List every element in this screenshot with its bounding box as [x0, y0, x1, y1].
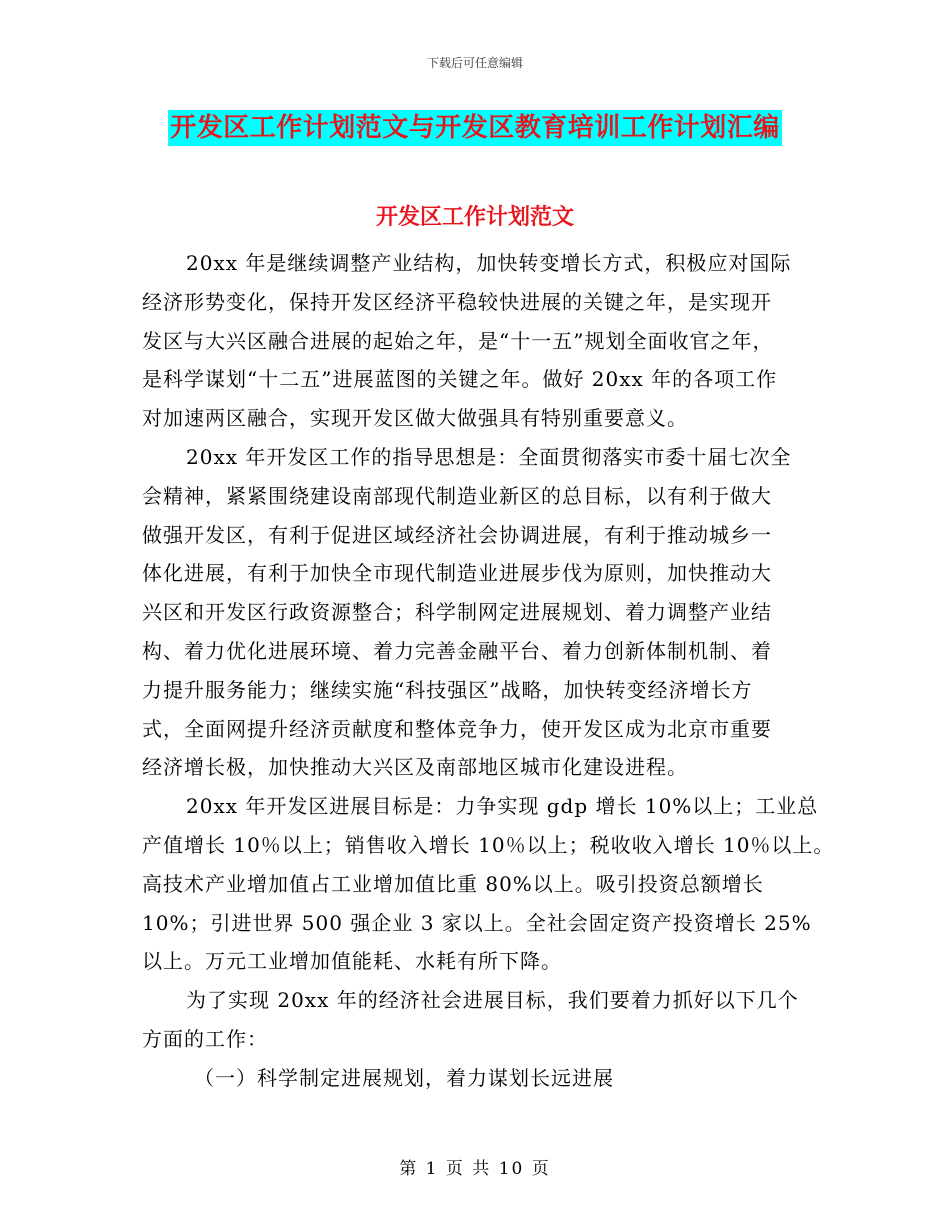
document-title: 开发区工作计划范文与开发区教育培训工作计划汇编 [168, 110, 782, 146]
paragraph-line: 式，全面网提升经济贡献度和整体竞争力，使开发区成为北京市重要 [142, 716, 772, 741]
paragraph-line: 发区与大兴区融合进展的起始之年，是“十一五”规划全面收官之年， [142, 328, 774, 353]
paragraph-line: 方面的工作： [142, 1026, 268, 1051]
paragraph-line: 会精神，紧紧围绕建设南部现代制造业新区的总目标，以有利于做大 [142, 483, 772, 508]
paragraph-line: 经济增长极，加快推动大兴区及南部地区城市化建设进程。 [142, 755, 688, 780]
document-title-wrap [0, 110, 950, 146]
page-footer: 第 1 页 共 10 页 [399, 1159, 551, 1179]
paragraph-line: 高技术产业增加值占工业增加值比重 80%以上。吸引投资总额增长 [142, 871, 764, 896]
header-note: 下载后可任意编辑 [426, 56, 523, 70]
paragraph-line: 是科学谋划“十二五”进展蓝图的关键之年。做好 20xx 年的各项工作 [142, 367, 778, 392]
paragraph-line: 以上。万元工业增加值能耗、水耗有所下降。 [142, 949, 562, 974]
paragraph-line: 20xx 年开发区工作的指导思想是：全面贯彻落实市委十届七次全 [186, 444, 792, 469]
paragraph-line: 10%；引进世界 500 强企业 3 家以上。全社会固定资产投资增长 25% [142, 910, 812, 935]
paragraph-line: 兴区和开发区行政资源整合；科学制网定进展规划、着力调整产业结 [142, 600, 772, 625]
paragraph-line: 经济形势变化，保持开发区经济平稳较快进展的关键之年，是实现开 [142, 289, 772, 314]
subsection-heading: （一）科学制定进展规划，着力谋划长远进展 [194, 1065, 614, 1090]
paragraph-line: 对加速两区融合，实现开发区做大做强具有特别重要意义。 [142, 406, 688, 431]
body-text [142, 244, 835, 1098]
paragraph-line: 构、着力优化进展环境、着力完善金融平台、着力创新体制机制、着 [142, 638, 772, 663]
section-title: 开发区工作计划范文 [375, 204, 574, 230]
paragraph-line: 体化进展，有利于加快全市现代制造业进展步伐为原则，加快推动大 [142, 561, 772, 586]
paragraph-line: 产值增长 10％以上；销售收入增长 10％以上；税收收入增长 10％以上。 [142, 832, 835, 857]
paragraph-line: 20xx 年开发区进展目标是：力争实现 gdp 增长 10%以上；工业总 [186, 794, 819, 819]
paragraph-line: 为了实现 20xx 年的经济社会进展目标，我们要着力抓好以下几个 [186, 988, 799, 1013]
paragraph-line: 20xx 年是继续调整产业结构，加快转变增长方式，积极应对国际 [186, 251, 792, 275]
paragraph-line: 力提升服务能力；继续实施“科技强区”战略，加快转变经济增长方 [142, 677, 753, 702]
paragraph-line: 做强开发区，有利于促进区域经济社会协调进展，有利于推动城乡一 [142, 522, 772, 547]
